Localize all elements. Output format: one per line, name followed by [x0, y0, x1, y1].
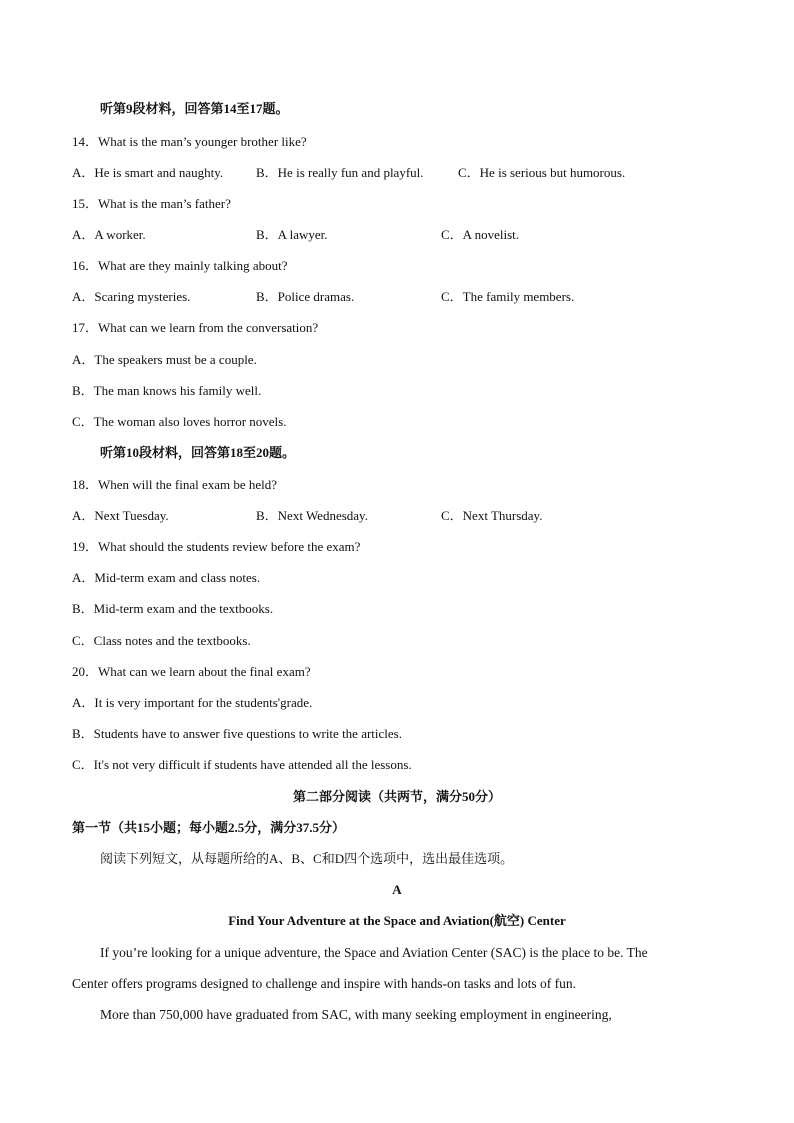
- question-14: 14．What is the man’s younger brother like?: [72, 134, 307, 149]
- q18-option-c: C．Next Thursday.: [441, 508, 543, 523]
- question-18: 18．When will the final exam be held?: [72, 477, 278, 492]
- q15-option-c: C．A novelist.: [441, 227, 520, 242]
- passage-title: Find Your Adventure at the Space and Aviation(航空) Center: [228, 913, 566, 928]
- q15-option-a: A．A worker.: [72, 227, 146, 242]
- q19-option-c: C．Class notes and the textbooks.: [72, 633, 251, 648]
- q14-option-a: A．He is smart and naughty.: [72, 165, 224, 180]
- q16-option-a: A．Scaring mysteries.: [72, 289, 191, 304]
- question-20: 20．What can we learn about the final exam?: [72, 664, 311, 679]
- q19-option-a: A．Mid-term exam and class notes.: [72, 570, 261, 585]
- question-19: 19．What should the students review before the exam?: [72, 539, 361, 554]
- q20-option-b: B．Students have to answer five questions to write the articles.: [72, 726, 402, 741]
- question-16: 16．What are they mainly talking about?: [72, 258, 288, 273]
- passage-paragraph-1-line-1: If you’re looking for a unique adventure, the Space and Aviation Center (SAC) is the place to be. The: [100, 945, 648, 960]
- listening-section-9-header: 听第9段材料，回答第14至17题。: [100, 101, 289, 116]
- q15-option-b: B．A lawyer.: [256, 227, 328, 242]
- q17-option-c: C．The woman also loves horror novels.: [72, 414, 287, 429]
- q20-option-c: C．It's not very difficult if students have attended all the lessons.: [72, 757, 412, 772]
- q18-option-b: B．Next Wednesday.: [256, 508, 368, 523]
- section-one-title: 第一节（共15小题；每小题2.5分，满分37.5分）: [72, 820, 346, 835]
- question-17: 17．What can we learn from the conversation?: [72, 320, 319, 335]
- listening-section-10-header: 听第10段材料，回答第18至20题。: [100, 445, 296, 460]
- q14-option-c: C．He is serious but humorous.: [458, 165, 626, 180]
- q18-option-a: A．Next Tuesday.: [72, 508, 169, 523]
- q16-option-b: B．Police dramas.: [256, 289, 355, 304]
- passage-label: A: [392, 882, 402, 897]
- passage-paragraph-2-line-1: More than 750,000 have graduated from SAC, with many seeking employment in engineering,: [100, 1007, 612, 1022]
- q19-option-b: B．Mid-term exam and the textbooks.: [72, 601, 274, 616]
- question-15: 15．What is the man’s father?: [72, 196, 231, 211]
- q17-option-b: B．The man knows his family well.: [72, 383, 262, 398]
- part-two-title: 第二部分阅读（共两节，满分50分）: [292, 789, 501, 804]
- q20-option-a: A．It is very important for the students'grade.: [72, 695, 313, 710]
- q14-option-b: B．He is really fun and playful.: [256, 165, 424, 180]
- passage-paragraph-1-line-2: Center offers programs designed to challenge and inspire with hands-on tasks and lots of fun.: [72, 976, 577, 991]
- q16-option-c: C．The family members.: [441, 289, 575, 304]
- q17-option-a: A．The speakers must be a couple.: [72, 352, 257, 367]
- reading-instruction: 阅读下列短文，从每题所给的A、B、C和D四个选项中，选出最佳选项。: [100, 851, 514, 866]
